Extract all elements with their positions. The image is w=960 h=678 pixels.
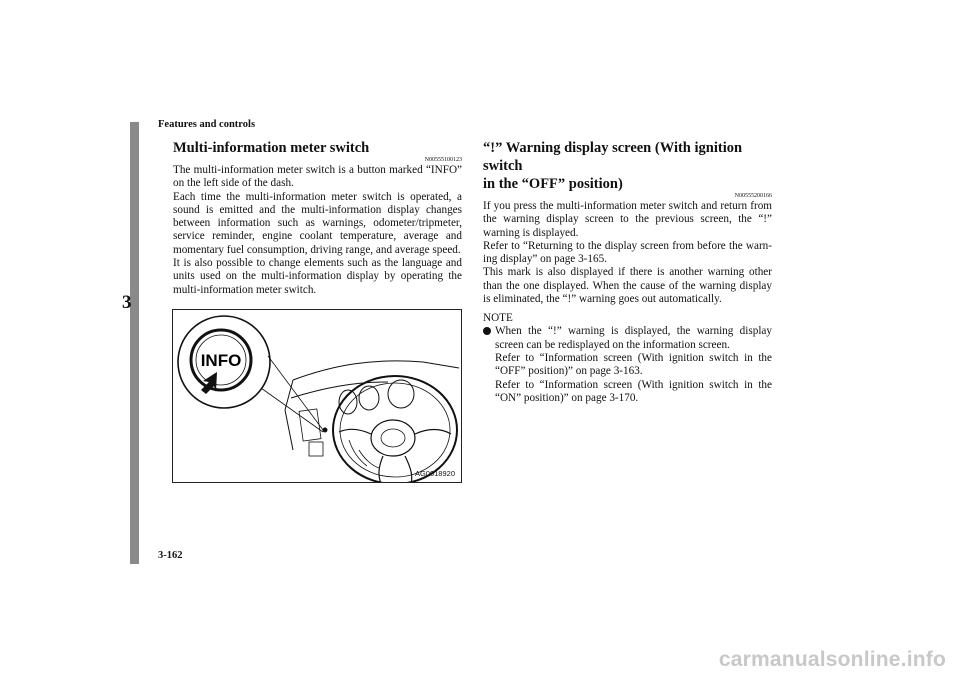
note-label: NOTE [483, 312, 513, 325]
left-body [173, 164, 462, 297]
left-column [173, 139, 462, 297]
note-text: When the “!” warning is displayed, the warning display screen can be redisplayed on the information screen. [495, 325, 772, 351]
note-item [483, 325, 772, 405]
page-number: 3-162 [158, 550, 183, 561]
dashboard-illustration [173, 310, 462, 483]
right-body [483, 200, 772, 306]
section-title: Features and controls [158, 119, 256, 130]
left-heading: Multi-information meter switch [173, 140, 370, 156]
right-paragraph: If you press the multi-information meter switch and return from the warning display screen to the previous screen, the “!” warning is displayed. [483, 200, 772, 239]
bullet-icon [483, 327, 491, 335]
info-switch-location [323, 428, 328, 433]
chapter-tab [130, 122, 139, 564]
right-section-code: N00555200166 [734, 193, 772, 199]
right-paragraph: Refer to “Returning to the display screen from before the warn-ing display” on page 3-165. [483, 239, 772, 266]
right-heading-line-1: “!” Warning display screen (With ignition switch [483, 140, 743, 174]
left-paragraph: The multi-information meter switch is a button marked “INFO” on the left side of the dash. [173, 164, 462, 190]
watermark: carmanualsonline.info [718, 648, 946, 671]
info-switch-illustration [172, 309, 462, 483]
info-button-label: INFO [200, 351, 242, 370]
right-paragraph: This mark is also displayed if there is another warning other than the one displayed. When the cause of the warning display is eliminated, the “!” warning goes out automatically. [483, 266, 772, 306]
left-paragraph: Each time the multi-information meter switch is operated, a sound is emitted and the multi-information display changes between information such as warnings, odometer/tripmeter, service reminder, engine coolant temperature, average and momentary fuel consumption, driving range, and average speed. [173, 190, 462, 256]
note-text: Refer to “Information screen (With ignition switch in the “ON” position)” on page 3-170. [495, 378, 772, 404]
left-section-code: N00555100123 [424, 157, 462, 163]
right-heading-line-2: in the “OFF” position) [483, 176, 623, 192]
left-paragraph: It is also possible to change elements such as the language and units used on the multi-information display by operating the multi-information meter switch. [173, 257, 462, 296]
chapter-number: 3 [122, 292, 132, 313]
note-text: Refer to “Information screen (With ignition switch in the “OFF” position)” on page 3-163. [495, 351, 772, 378]
right-column [483, 139, 772, 405]
figure-id: AG0018920 [414, 469, 455, 478]
